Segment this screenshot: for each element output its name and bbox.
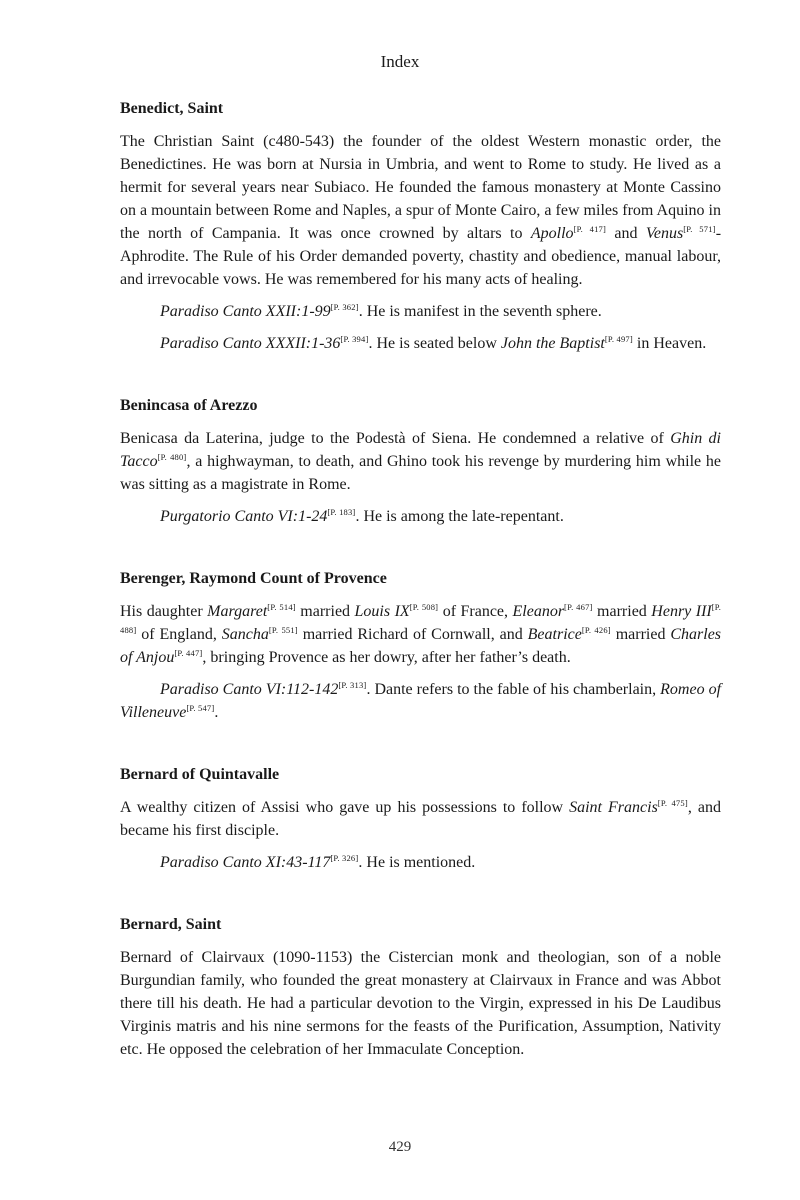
page-reference[interactable]: [P. 183]: [327, 507, 356, 517]
body-text: Benicasa da Laterina, judge to the Podestà of Siena. He condemned a relative of: [120, 430, 671, 447]
body-text: , a highwayman, to death, and Ghino took his revenge by murdering him while he was sitting as a magistrate in Rome.: [120, 453, 721, 493]
body-text: , and became his first disciple.: [120, 799, 721, 839]
entry-heading: Bernard of Quintavalle: [120, 766, 280, 783]
entry-heading: Bernard, Saint: [120, 916, 222, 933]
page-reference[interactable]: [P. 467]: [564, 602, 593, 612]
body-text: His daughter: [120, 603, 208, 620]
page-reference[interactable]: [P. 547]: [186, 703, 215, 713]
index-entry: [120, 395, 721, 528]
entry-heading: Benincasa of Arezzo: [120, 397, 258, 414]
page-reference[interactable]: [P. 514]: [267, 602, 296, 612]
body-text: . He is mentioned.: [358, 854, 476, 871]
cross-reference-term[interactable]: Saint Francis: [569, 799, 658, 816]
page-reference[interactable]: [P. 362]: [330, 302, 359, 312]
cross-reference-term[interactable]: Romeo of Villeneuve: [120, 681, 722, 721]
body-text: . He is manifest in the seventh sphere.: [358, 303, 602, 320]
body-text: married: [592, 603, 652, 620]
canto-reference: [120, 851, 721, 874]
body-text: , bringing Provence as her dowry, after her father’s death.: [202, 649, 571, 666]
page-number: 429: [388, 1139, 412, 1155]
cross-reference-term[interactable]: John the Baptist: [500, 335, 605, 352]
cross-reference-term[interactable]: Louis IX: [354, 603, 410, 620]
body-text: A wealthy citizen of Assisi who gave up his possessions to follow: [120, 799, 570, 816]
page-reference[interactable]: [P. 475]: [657, 798, 688, 808]
canto-reference: [120, 332, 721, 355]
entry-description: [120, 427, 721, 496]
index-entry: [120, 764, 721, 874]
body-text: . He is among the late-repentant.: [355, 508, 564, 525]
entry-heading: Benedict, Saint: [120, 100, 224, 117]
cross-reference-term[interactable]: Apollo: [530, 225, 574, 242]
canto-reference: [120, 678, 721, 724]
body-text: of England,: [136, 626, 222, 643]
canto-reference: [120, 505, 721, 528]
index-entry: [120, 568, 721, 724]
cross-reference-term[interactable]: Beatrice: [527, 626, 582, 643]
page-reference[interactable]: [P. 480]: [157, 452, 187, 462]
body-text: -Aphrodite. The Rule of his Order demanded poverty, chastity and obedience, manual labour, and irrevocable vows. He was remembered for his many acts of healing.: [120, 225, 722, 288]
body-text: married: [610, 626, 671, 643]
cross-reference-term[interactable]: Sancha: [221, 626, 269, 643]
page-reference[interactable]: [P. 417]: [573, 224, 607, 234]
page-reference[interactable]: [P. 326]: [330, 853, 359, 863]
page-reference[interactable]: [P. 571]: [683, 224, 716, 234]
cross-reference-term[interactable]: Paradiso Canto XI:43-117: [160, 854, 331, 871]
body-text: in Heaven.: [632, 335, 707, 352]
body-text: . Dante refers to the fable of his chamberlain,: [366, 681, 661, 698]
cross-reference-term[interactable]: Eleanor: [512, 603, 565, 620]
cross-reference-term[interactable]: Margaret: [207, 603, 268, 620]
page-reference[interactable]: [P. 488]: [120, 602, 722, 635]
entry-description: [120, 946, 721, 1061]
entry-heading: Berenger, Raymond Count of Provence: [120, 570, 387, 587]
body-text: Bernard of Clairvaux (1090-1153) the Cistercian monk and theologian, son of a noble Burgundian family, who founded the great monastery at Clairvaux in France and was Abbot there till his death. He had a particular devotion to the Virgin, expressed in his De Laudibus Virginis matris and his nine sermons for the feasts of the Purification, Assumption, Nativity etc. He opposed the celebration of her Immaculate Conception.: [120, 949, 721, 1058]
page-reference[interactable]: [P. 394]: [340, 334, 369, 344]
body-text: married: [295, 603, 355, 620]
running-header: Index: [380, 52, 420, 71]
cross-reference-term[interactable]: Henry III: [651, 603, 712, 620]
body-text: married Richard of Cornwall, and: [297, 626, 528, 643]
body-text: The Christian Saint (c480-543) the founder of the oldest Western monastic order, the Benedictines. He was born at Nursia in Umbria, and went to Rome to study. He lived as a hermit for several years near Subiaco. He founded the famous monastery at Monte Cassino on a mountain between Rome and Naples, a spur of Monte Cairo, a few miles from Aquino in the north of Campania. It was once crowned by altars to: [120, 133, 721, 242]
page-reference[interactable]: [P. 551]: [268, 625, 298, 635]
cross-reference-term[interactable]: Paradiso Canto XXII:1-99: [160, 303, 331, 320]
cross-reference-term[interactable]: Purgatorio Canto VI:1-24: [160, 508, 328, 525]
cross-reference-term[interactable]: Charles of Anjou: [120, 626, 722, 666]
cross-reference-term[interactable]: Paradiso Canto VI:112-142: [160, 681, 339, 698]
index-entry: [120, 98, 721, 355]
page-reference[interactable]: [P. 447]: [174, 648, 203, 658]
index-entries: [120, 98, 721, 1101]
canto-reference: [120, 300, 721, 323]
body-text: of France,: [438, 603, 513, 620]
page-reference[interactable]: [P. 497]: [604, 334, 633, 344]
entry-description: [120, 600, 721, 669]
cross-reference-term[interactable]: Venus: [645, 225, 684, 242]
body-text: .: [214, 704, 219, 721]
entry-description: [120, 796, 721, 842]
cross-reference-term[interactable]: Ghin di Tacco: [120, 430, 721, 470]
page-reference[interactable]: [P. 426]: [581, 625, 611, 635]
body-text: . He is seated below: [368, 335, 501, 352]
body-text: and: [606, 225, 646, 242]
page-reference[interactable]: [P. 508]: [409, 602, 439, 612]
cross-reference-term[interactable]: Paradiso Canto XXXII:1-36: [160, 335, 341, 352]
entry-description: [120, 130, 721, 291]
page-reference[interactable]: [P. 313]: [338, 680, 367, 690]
index-entry: [120, 914, 721, 1061]
